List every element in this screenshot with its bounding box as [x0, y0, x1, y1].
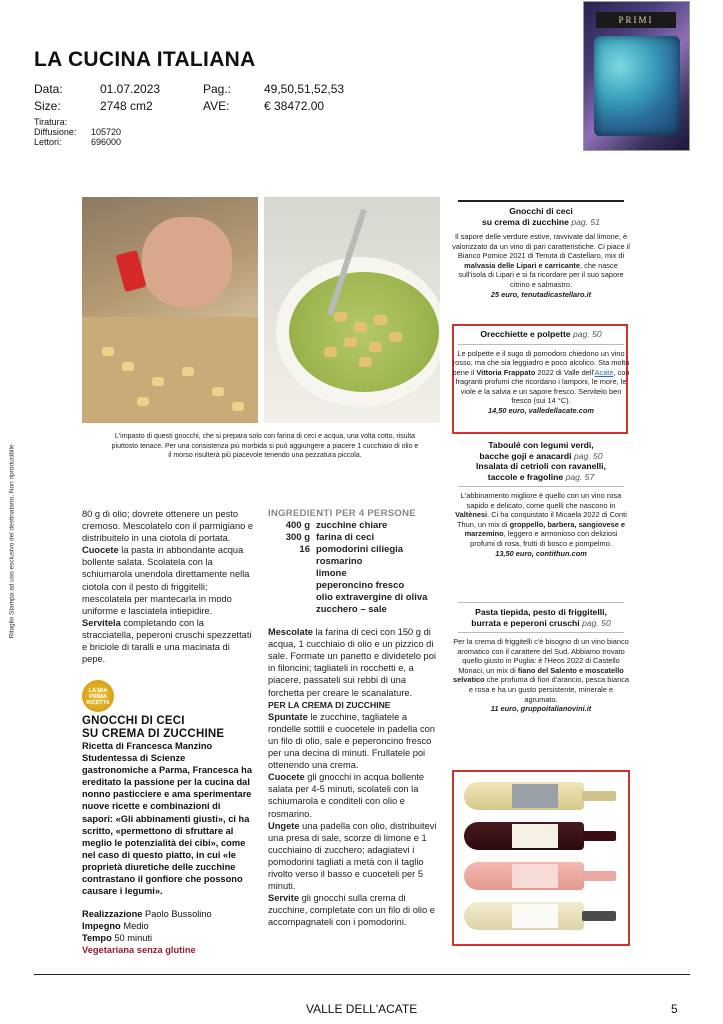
cover-label: PRIMI — [596, 12, 676, 28]
ingredient-row — [268, 604, 440, 616]
bottle-white-wine-2 — [464, 902, 584, 930]
ingredient-quantity — [268, 568, 316, 580]
recipe-author: Ricetta di Francesca Manzino — [82, 741, 213, 751]
data-value: 01.07.2023 — [100, 82, 161, 96]
photo-gnocchi-dish — [264, 197, 440, 423]
size-label: Size: — [34, 99, 61, 113]
ingredient-name: pomodorini ciliegia — [316, 544, 404, 556]
ingredient-quantity: 400 g — [285, 520, 310, 532]
ingredient-name: zucchine chiare — [316, 520, 388, 532]
acate-link[interactable]: Acate — [594, 367, 614, 377]
ave-label: AVE: — [203, 99, 230, 113]
wine-pairing-4: Pasta tiepida, pesto di friggitelli, burrata e peperoni cruschi pag. 50 Per la crema di friggitelli c'è bisogno di un vino bianco aromatico con il carattere del Sud. Abbiamo trovato quello giusto in Puglia: è l'Heos 2022 di Castello Monaci, un mix di fiano del Salento e moscatello selvatico che profuma di fiori d'arancio, pesca bianca e rosa e ha un gusto persistente, minerale e agrumato. 11 euro, gruppoitalianovini.it — [452, 602, 630, 714]
ingredient-row — [268, 568, 440, 580]
bottle-red-wine — [464, 822, 584, 850]
wine-pairing-1: Gnocchi di ceci su crema di zucchine pag. 51 Il sapore delle verdure estive, ravvivate dal limone, è valorizzato da un vino di pari caratteristiche. Ci piace il Bianco Pomice 2021 di Tenuta di Castellaro, mix di malvasia delle Lipari e carricante, che nasce sull'isola di Lipari e si fa ricordare per il suo sapore citrino e salmastro. 25 euro, tenutadicastellaro.it — [452, 200, 630, 299]
ingredient-row — [268, 520, 440, 532]
data-label: Data: — [34, 82, 63, 96]
ingredient-name: limone — [316, 568, 347, 580]
body-paragraph: Cuocete la pasta in abbondante acqua bollente salata. Scolatela con la schiumarola unendola direttamente nella ciotola con il pesto di friggitelli; mescolatela per mantecarla in modo uniforme e lasciatela intiepidire. — [82, 545, 250, 616]
ingredient-row — [268, 580, 440, 592]
subheading: PER LA CREMA DI ZUCCHINE — [268, 699, 391, 710]
pag-value: 49,50,51,52,53 — [264, 82, 345, 96]
side-note-text: Ritaglio Stampa ad uso esclusivo del destinatario, Non riproducibile — [8, 444, 16, 639]
footer-rule — [34, 974, 690, 975]
diffusione-value: 105720 — [91, 127, 122, 137]
body-paragraph: Ungete una padella con olio, distribuitevi una presa di sale, scorze di limone e 1 cucchiaino di zucchero; adagiatevi i pomodorini tagliati a metà con il taglio rivolto verso il basso e cuoceteli per 5 minuti. — [268, 820, 437, 892]
side-note — [7, 390, 17, 650]
ingredient-name: olio extravergine di oliva — [316, 592, 428, 604]
recipe-bio: Studentessa di Scienze gastronomiche a Parma, Francesca ha ereditato la passione per la cucina dal nonno pasticciere e ama sperimentare nuove ricette e combinazioni di sapori: «Gli abbinamenti giusti», ci ha scritto, «permettono di sfruttare al meglio le potenzialità dei cibi», come nel caso di questo piatto, in cui «le proprietà diuretiche delle zucchine contrastano il gonfiore che possono causare i legumi». — [82, 753, 252, 897]
pag-label: Pag.: — [203, 82, 232, 96]
magazine-cover-thumbnail — [583, 1, 690, 151]
recipe-credits: Realizzazione Paolo Bussolino Impegno Medio Tempo 50 minuti Vegetariana senza glutine — [82, 908, 254, 956]
bottle-white-wine — [464, 782, 584, 810]
diffusione-label: Diffusione: — [34, 127, 77, 137]
ingredient-row — [268, 532, 440, 544]
lettori-label: Lettori: — [34, 137, 62, 147]
first-recipe-badge: LA MIA PRIMA RICETTA — [82, 680, 114, 712]
ingredient-quantity: 300 g — [285, 532, 310, 544]
size-value: 2748 cm2 — [100, 99, 153, 113]
photo-gnocchi-preparation — [82, 197, 258, 423]
ingredient-name: farina di ceci — [316, 532, 375, 544]
ingredient-row — [268, 592, 440, 604]
ingredient-quantity: 16 — [299, 544, 310, 556]
footer-client: VALLE DELL'ACATE — [306, 1002, 418, 1016]
photo-caption: L'impasto di questi gnocchi, che si prepara solo con farina di ceci e acqua, una volta cotto, risulta piuttosto tenace. Per una consistenza più morbida si può aggiungere a piacere 1 cucchiaio di olio e il morso risulterà più piacevole tenendo una pezzatura piccola. — [111, 433, 419, 459]
body-paragraph: Cuocete gli gnocchi in acqua bollente salata per 4-5 minuti, scolateli con la schiumarola e conditeli con olio e rosmarino. — [268, 772, 425, 819]
wine-bottles-image — [452, 770, 630, 946]
wine-pairing-3: Taboulé con legumi verdi, bacche goji e anacardi pag. 50 Insalata di cetrioli con ravanelli, taccole e fragoline pag. 57 L'abbinamento migliore è quello con un vino rosa sapido e delicato, come quelli che nascono in Valtènesi. Ci ha conquistato il Micaela 2022 di Conti Thun, un mix di groppello, barbera, sangiovese e marzemino, leggero e armonioso con deliziosi profumi di rosa, frutti di bosco e pompelmo. 13,50 euro, contithun.com — [455, 440, 627, 558]
body-paragraph: Servite gli gnocchi sulla crema di zucchine, completate con un filo di olio e accompagnateli con i pomodorini. — [268, 893, 435, 928]
ave-value: € 38472.00 — [264, 99, 325, 113]
lettori-value: 696000 — [91, 137, 122, 147]
publication-title: LA CUCINA ITALIANA — [34, 48, 256, 71]
ingredient-quantity — [268, 592, 316, 604]
body-paragraph: 80 g di olio; dovrete ottenere un pesto cremoso. Mescolatelo con il parmigiano e distribuitelo in una ciotola di portata. — [82, 509, 254, 544]
ingredients-title: INGREDIENTI PER 4 PERSONE — [268, 508, 416, 519]
recipe-title: GNOCCHI DI CECI SU CREMA DI ZUCCHINE — [82, 715, 225, 740]
page-number: 5 — [671, 1002, 678, 1016]
ingredient-name: rosmarino — [316, 556, 363, 568]
ingredient-quantity — [268, 604, 316, 616]
body-paragraph: Servitela completando con la stracciatella, peperoni cruschi spezzettati e briciole di taralli e una macinata di pepe. — [82, 617, 252, 665]
ingredient-row — [268, 556, 440, 568]
ingredient-row — [268, 544, 440, 556]
cover-dish-image — [594, 36, 680, 136]
recipe-column-2 — [268, 508, 440, 928]
body-paragraph: Mescolate la farina di ceci con 150 g di acqua, 1 cucchiaio di olio e un pizzico di sale. Formate un panetto e dividetelo poi in filoncini; tagliateli in rocchetti e, a piacere, passateli sui rebbi di una forchetta per creare le scanalature. — [268, 627, 436, 698]
recipe-column-1 — [82, 508, 254, 665]
ingredients-list — [268, 520, 440, 616]
tiratura-label: Tiratura: — [34, 117, 68, 127]
ingredient-name: peperoncino fresco — [316, 580, 405, 592]
body-paragraph: Spuntate le zucchine, tagliatele a rondelle sottili e cuocetele in padella con un filo di olio, sale e peperoncino fresco per una decina di minuti. Frullatele poi ottenendo una crema. — [268, 711, 435, 771]
diet-label: Vegetariana senza glutine — [82, 945, 196, 955]
ingredient-quantity — [268, 580, 316, 592]
ingredient-name: zucchero – sale — [316, 604, 387, 616]
ingredient-quantity — [268, 556, 316, 568]
wine-pairing-2: Orecchiette e polpette pag. 50 Le polpette e il sugo di pomodoro chiedono un vino rosso, ma che sia leggiadro e poco alcolico. Sta molto bene il Vittoria Frappato 2022 di Valle dell'Acate, con fragranti profumi che ricordano i lamponi, le more, le viole e la salvia e un sapore fresco. Servitelo ben fresco (sui 14 °C). 14,50 euro, valledellacate.com — [452, 329, 630, 416]
bottle-rose-wine — [464, 862, 584, 890]
recipe-intro — [82, 740, 254, 897]
